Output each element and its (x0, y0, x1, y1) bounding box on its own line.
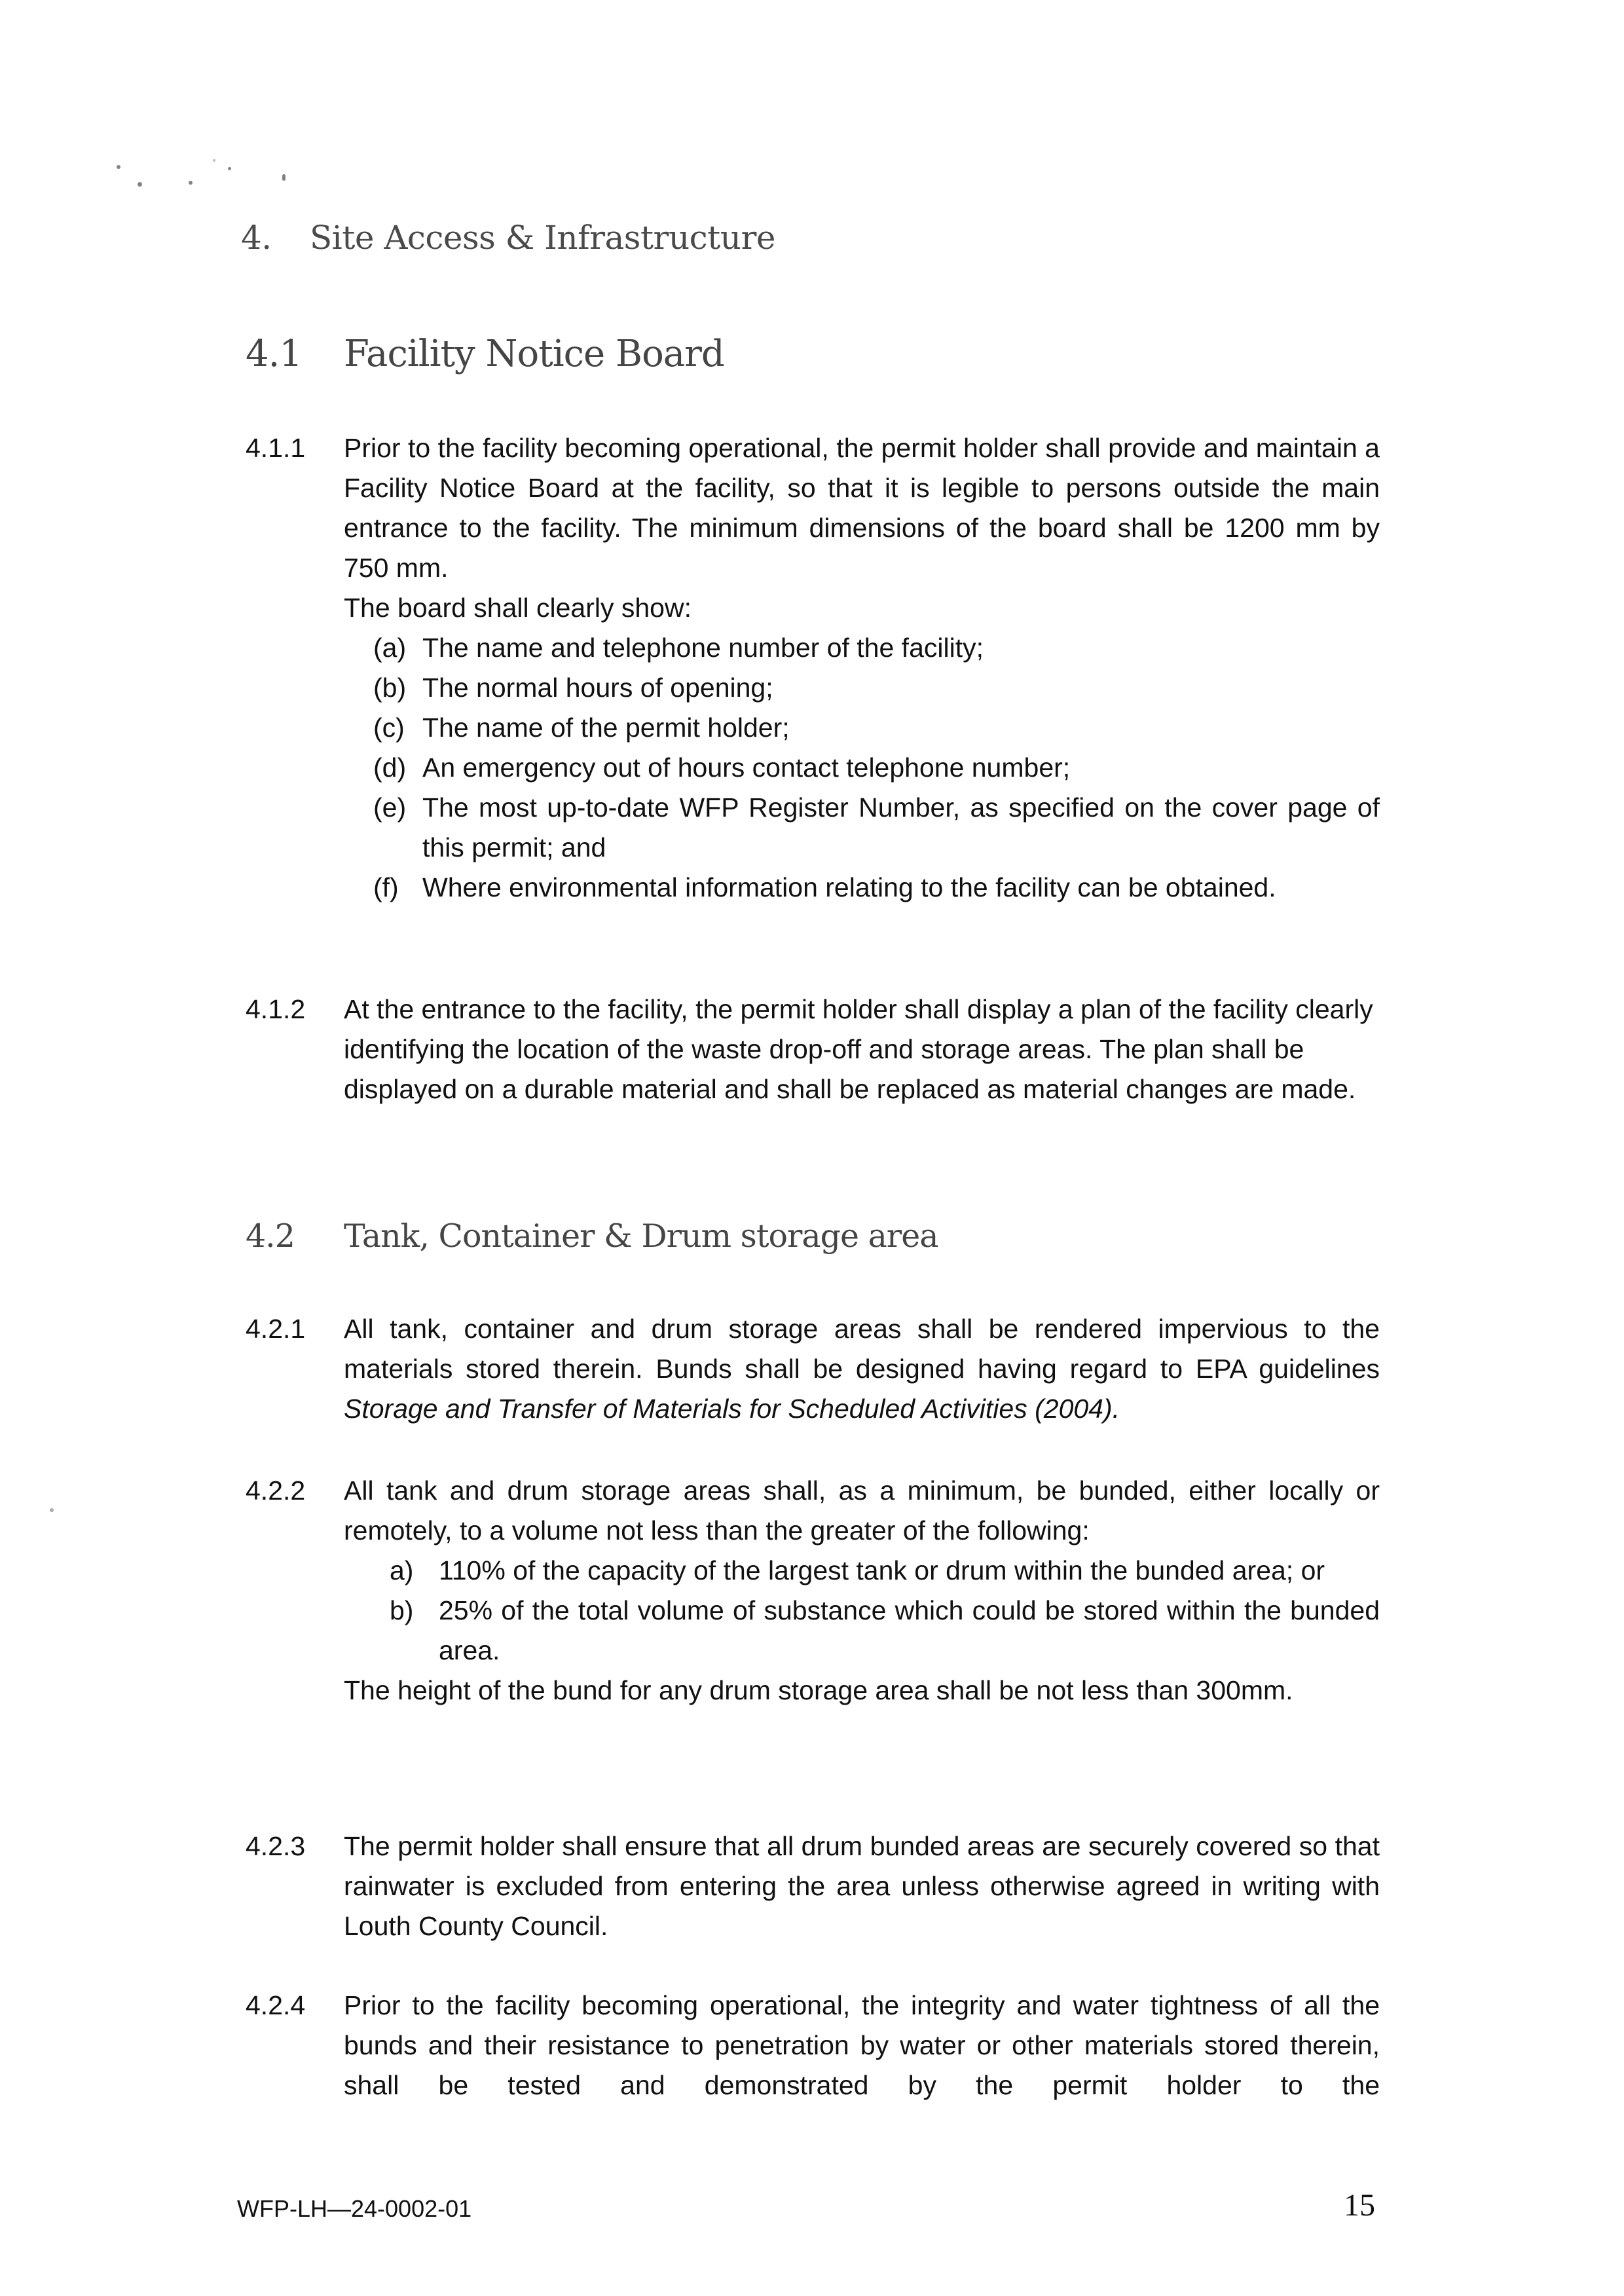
section-number: 4. (241, 219, 272, 257)
subsection-title: Facility Notice Board (344, 333, 724, 375)
clause-lead-text: The board shall clearly show: (344, 593, 692, 623)
subsection-title: Tank, Container & Drum storage area (344, 1217, 938, 1255)
clause-4-2-3 (246, 1826, 1380, 1946)
list-item-text: The most up-to-date WFP Register Number, as specified on the cover page of this permit; and (422, 792, 1380, 862)
list-marker: a) (390, 1555, 414, 1585)
clause-4-2-2 (246, 1471, 1380, 1711)
clause-number: 4.2.2 (246, 1475, 306, 1506)
list-item (344, 748, 1380, 788)
clause-trailing-text: The height of the bund for any drum storage area shall be not less than 300mm. (344, 1675, 1293, 1705)
list-item (344, 628, 1380, 668)
list-marker: (c) (373, 713, 405, 743)
clause-text: All tank and drum storage areas shall, as a minimum, be bunded, either locally or remotely, to a volume not less than the greater of the following: (344, 1475, 1380, 1546)
list-item-text: An emergency out of hours contact telephone number; (422, 752, 1071, 783)
clause-text: All tank, container and drum storage areas shall be rendered impervious to the materials stored therein. Bunds shall be designed having regard to EPA guidelines (344, 1314, 1380, 1384)
list-item (344, 868, 1380, 908)
list-marker: (f) (373, 872, 399, 902)
list-marker: (b) (373, 673, 407, 703)
clause-number: 4.2.3 (246, 1831, 306, 1861)
section-title: Site Access & Infrastructure (310, 219, 775, 257)
clause-text: Prior to the facility becoming operational, the integrity and water tightness of all the bunds and their resistance to penetration by water or other materials stored therein, shall be tested and demonstrated by the permit holder to the (344, 1990, 1380, 2100)
subsection-heading-4-1 (246, 333, 724, 375)
clause-number: 4.1.2 (246, 994, 306, 1024)
clause-text: At the entrance to the facility, the permit holder shall display a plan of the facility clearly identifying the location of the waste drop-off and storage areas. The plan shall be displayed on a durable material and shall be replaced as material changes are made. (344, 994, 1373, 1104)
clause-number: 4.1.1 (246, 433, 306, 463)
clause-4-2-4 (246, 1986, 1380, 2105)
guideline-title: Storage and Transfer of Materials for Scheduled Activities (2004). (344, 1394, 1120, 1424)
clause-text: Prior to the facility becoming operational, the permit holder shall provide and maintain a Facility Notice Board at the facility, so that it is legible to persons outside the main entrance to the facility. The minimum dimensions of the board shall be 1200 mm by 750 mm. (344, 433, 1380, 583)
clause-number: 4.2.4 (246, 1990, 306, 2020)
list-item-text: The normal hours of opening; (422, 673, 773, 703)
clause-4-1-2 (246, 990, 1380, 1109)
list-item (344, 788, 1380, 868)
list-item-text: The name of the permit holder; (422, 713, 790, 743)
list-marker: (a) (373, 633, 407, 663)
list-item (344, 708, 1380, 748)
subsection-number: 4.2 (246, 1217, 295, 1255)
scan-speck (189, 181, 193, 185)
clause-number: 4.2.1 (246, 1314, 306, 1344)
document-reference: WFP-LH—24-0002-01 (237, 2195, 472, 2222)
list-item-text: 25% of the total volume of substance which could be stored within the bunded area. (439, 1595, 1380, 1665)
scan-speck (50, 1508, 54, 1512)
page-number: 15 (1344, 2188, 1375, 2223)
list-marker: b) (390, 1595, 414, 1625)
scan-speck (282, 174, 286, 181)
scan-speck (138, 182, 142, 187)
list-item-text: The name and telephone number of the facility; (422, 633, 984, 663)
clause-4-2-1 (246, 1309, 1380, 1429)
section-heading (241, 219, 775, 257)
scan-speck (117, 165, 120, 169)
bund-volume-criteria-list (344, 1551, 1380, 1671)
scan-speck (213, 159, 215, 162)
scan-speck (228, 167, 231, 170)
list-item (344, 668, 1380, 708)
clause-4-1-1 (246, 428, 1380, 908)
list-item (344, 1591, 1380, 1671)
clause-text: The permit holder shall ensure that all drum bunded areas are securely covered so that rainwater is excluded from entering the area unless otherwise agreed in writing with Louth County Council. (344, 1831, 1380, 1941)
list-marker: (e) (373, 792, 407, 823)
list-item-text: Where environmental information relating to the facility can be obtained. (422, 872, 1276, 902)
notice-board-requirements-list (344, 628, 1380, 908)
subsection-number: 4.1 (246, 333, 303, 375)
list-marker: (d) (373, 752, 407, 783)
list-item-text: 110% of the capacity of the largest tank or drum within the bunded area; or (439, 1555, 1325, 1585)
list-item (344, 1551, 1380, 1591)
subsection-heading-4-2 (246, 1217, 938, 1255)
